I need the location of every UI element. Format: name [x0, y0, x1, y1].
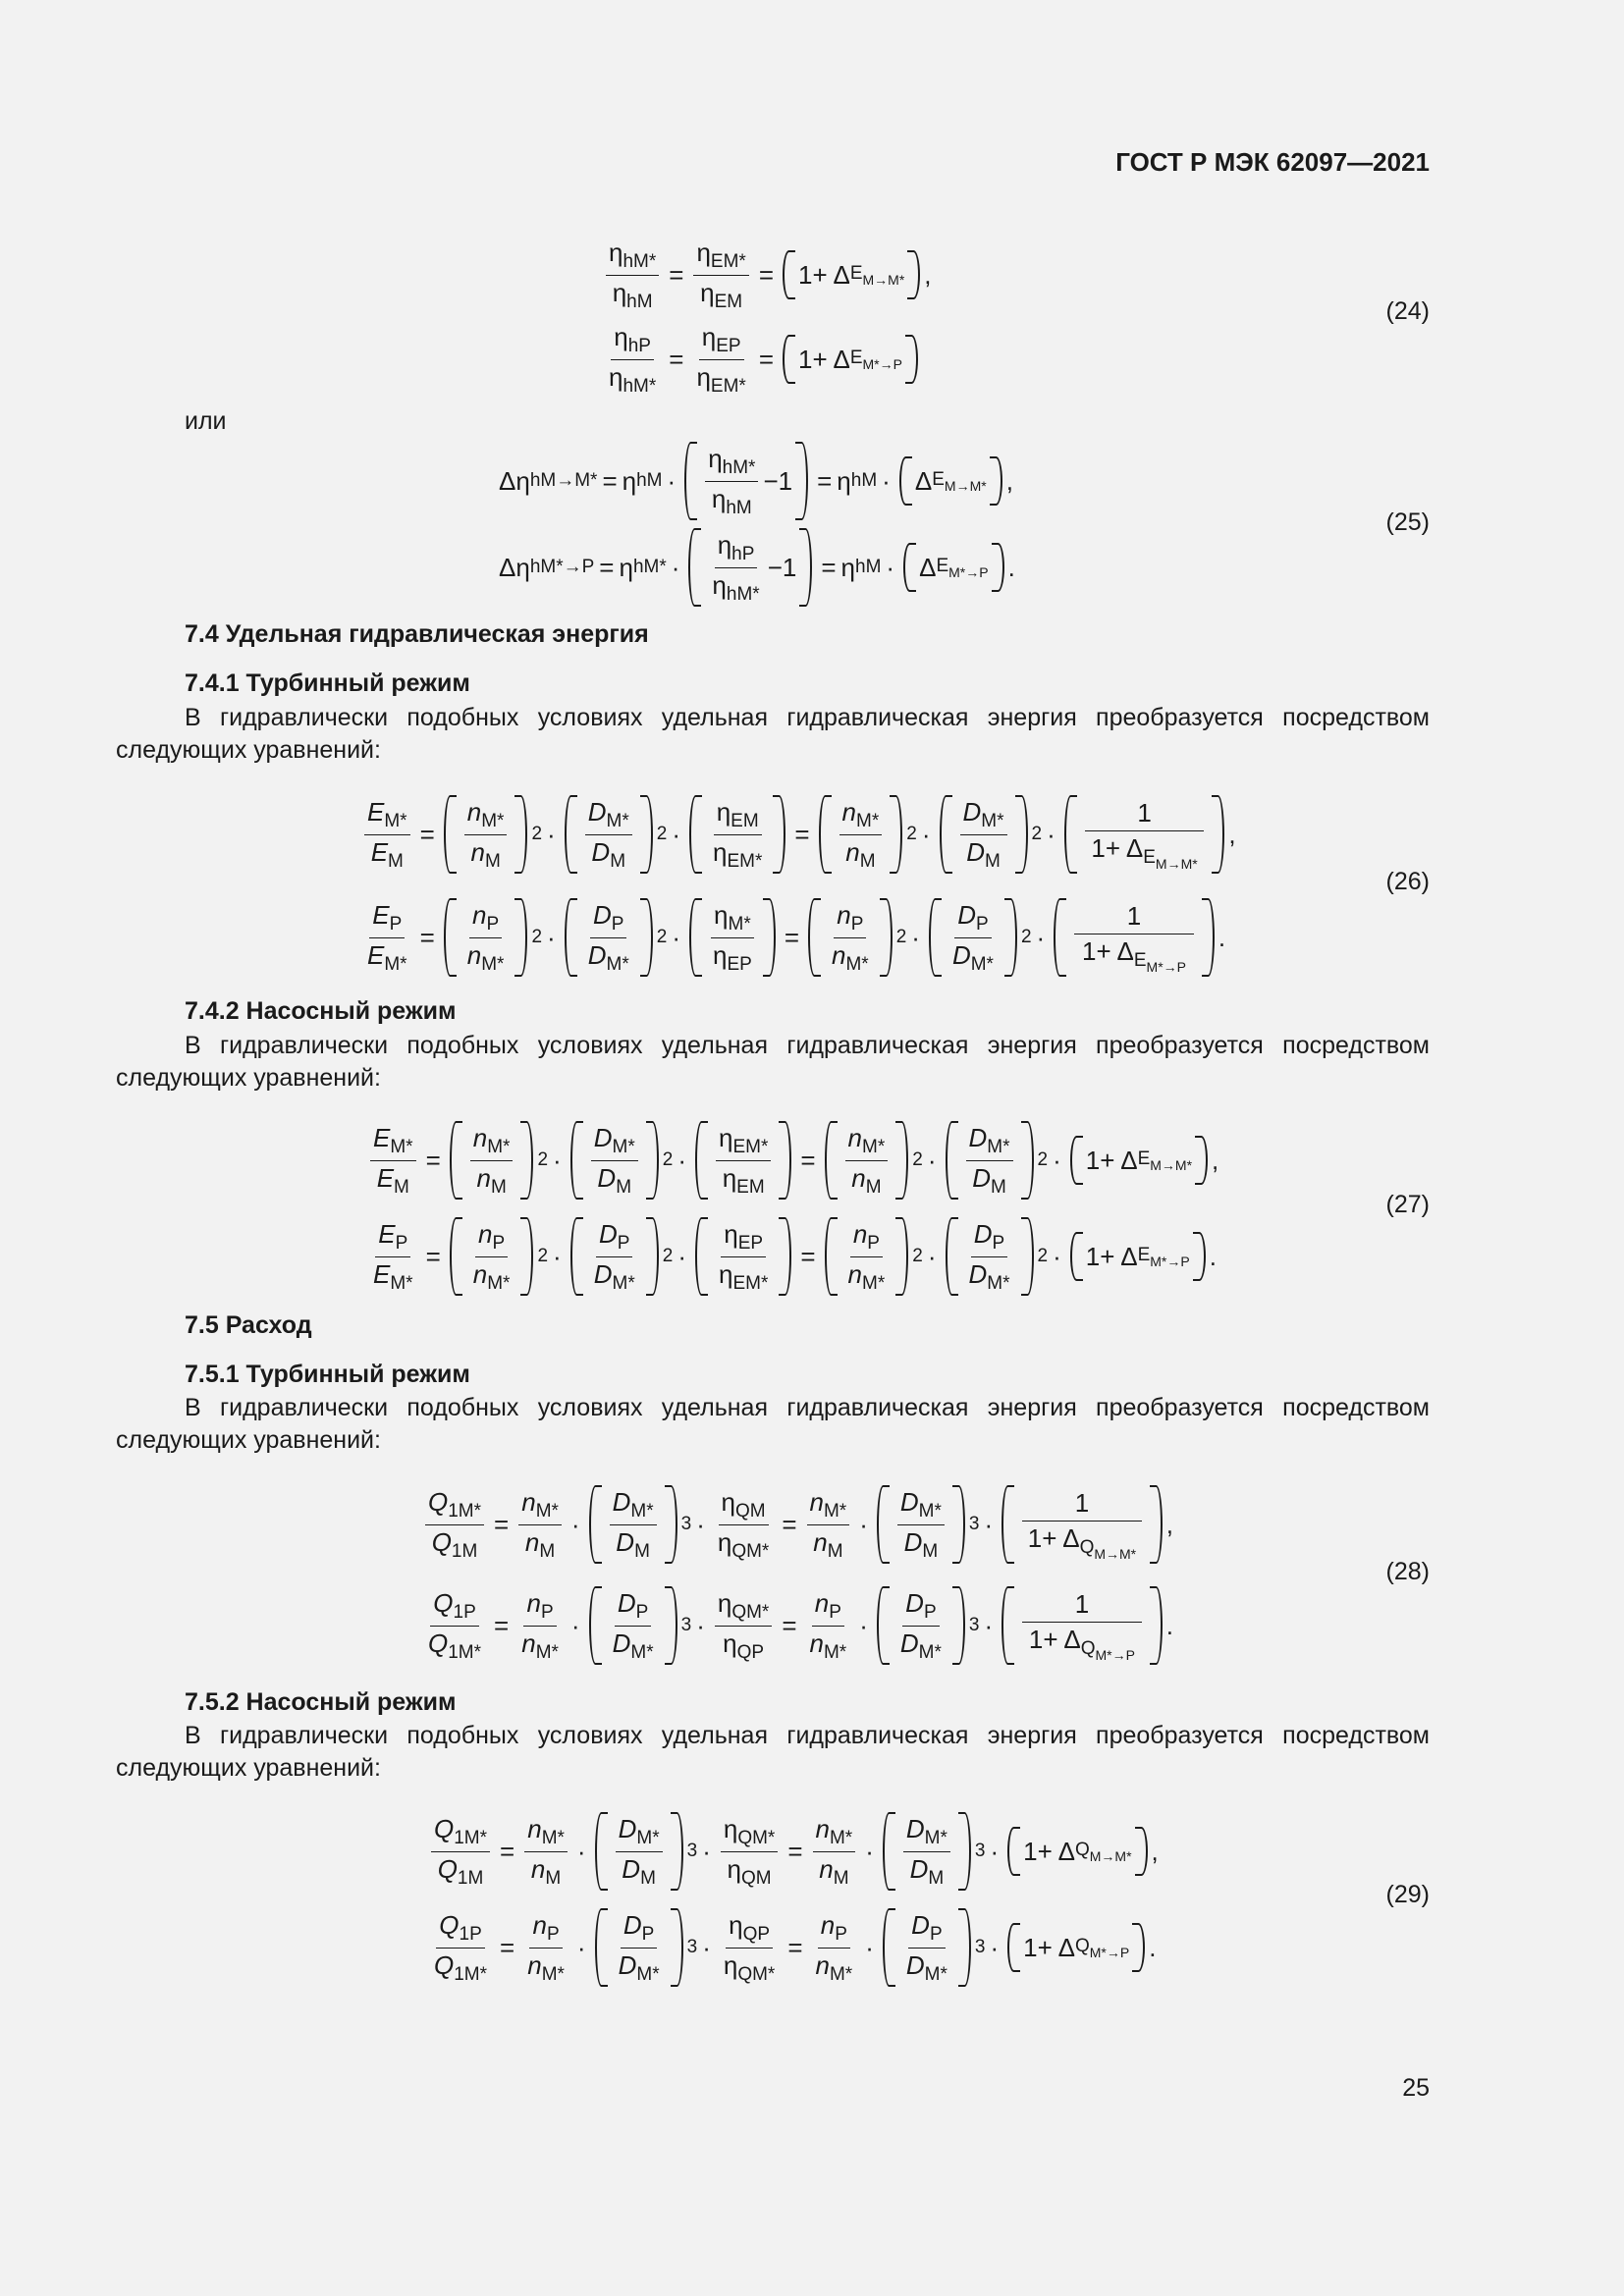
equation-number-24: (24) [1385, 297, 1430, 325]
paragraph-7-4-2: В гидравлически подобных условиях удельная гидравлическая энергия преобразуется посредством следующих уравнений: [116, 1032, 1430, 1092]
section-7-5-heading: 7.5 Расход [185, 1311, 312, 1339]
page-number: 25 [1402, 2074, 1430, 2102]
formula-24a: $\eta_{hM*}$ $\eta_{hM}$ = $\eta_{EM*}$ $\eta_{EM}$ = 1+ Δ $E_{M\to M*}$ , [601, 226, 932, 324]
equation-number-28: (28) [1385, 1558, 1430, 1585]
section-7-5-1-heading: 7.5.1 Турбинный режим [185, 1361, 470, 1388]
paragraph-7-5-2: В гидравлически подобных условиях удельная гидравлическая энергия преобразуется посредством следующих уравнений: [116, 1722, 1430, 1782]
formula-25b: Δη hM*→P = η hM* · $\eta_{hP}$ $\eta_{hM*}$ −1 = η hM · Δ $E_{M*\to P}$ . [499, 518, 1015, 616]
formula-28b: $\frac{Q_{1P}}{Q_{1M*}}$ = $\frac{n_P}{n_{M*}}$ · $D_P$ $D_{M*}$ 3 · $\eta_{QM*}$ $\eta_{QP}$ = $\frac{n_P}{n_{M*}}$ · $D_P$ $D_{M*}$ 3 · 1 $1+ \Delta_{Q_{M*\to P}}$ . [420, 1576, 1173, 1675]
formula-29a: $\frac{Q_{1M*}}{Q_{1M}}$ = $\frac{n_{M*}}{n_M}$ · $D_{M*}$ $D_M$ 3 · $\eta_{QM*}$ $\eta_{QM}$ = $\frac{n_{M*}}{n_M}$ · $D_{M*}$ $D_M$ 3 · 1+ Δ $Q_{M\to M*}$ , [426, 1802, 1159, 1900]
formula-26b: $\frac{E_P}{E_{M*}}$ = $n_P$ $n_{M*}$ 2 · $D_P$ $D_{M*}$ 2 · $\eta_{M*}$ $\eta_{EP}$ = $n_P$ $n_{M*}$ 2 · $D_P$ $D_{M*}$ 2 · 1 $1+ \Delta_{E_{M*\to P}}$ . [359, 888, 1225, 987]
equation-number-26: (26) [1385, 868, 1430, 895]
equation-number-29: (29) [1385, 1881, 1430, 1908]
formula-27a: $\frac{E_{M*}}{E_M}$ = $n_{M*}$ $n_M$ 2 · $D_{M*}$ $D_M$ 2 · $\eta_{EM*}$ $\eta_{EM}$ = $n_{M*}$ $n_M$ 2 · $D_{M*}$ $D_M$ 2 · 1+ Δ $E_{M\to M*}$ , [365, 1111, 1218, 1209]
document-header: ГОСТ Р МЭК 62097—2021 [1115, 147, 1430, 177]
section-7-5-2-heading: 7.5.2 Насосный режим [185, 1688, 457, 1716]
formula-29b: $\frac{Q_{1P}}{Q_{1M*}}$ = $\frac{n_P}{n_{M*}}$ · $D_P$ $D_{M*}$ 3 · $\eta_{QP}$ $\eta_{QM*}$ = $\frac{n_P}{n_{M*}}$ · $D_P$ $D_{M*}$ 3 · 1+ Δ $Q_{M*\to P}$ . [426, 1898, 1156, 1997]
formula-28a: $\frac{Q_{1M*}}{Q_{1M}}$ = $\frac{n_{M*}}{n_M}$ · $D_{M*}$ $D_M$ 3 · $\eta_{QM}$ $\eta_{QM*}$ = $\frac{n_{M*}}{n_M}$ · $D_{M*}$ $D_M$ 3 · 1 $1+ \Delta_{Q_{M\to M*}}$ , [420, 1475, 1173, 1574]
formula-27b: $\frac{E_P}{E_{M*}}$ = $n_P$ $n_{M*}$ 2 · $D_P$ $D_{M*}$ 2 · $\eta_{EP}$ $\eta_{EM*}$ = $n_P$ $n_{M*}$ 2 · $D_P$ $D_{M*}$ 2 · 1+ Δ $E_{M*\to P}$ . [365, 1207, 1217, 1306]
formula-24b: $\eta_{hP}$ $\eta_{hM*}$ = $\eta_{EP}$ $\eta_{EM*}$ = 1+ Δ $E_{M*\to P}$ [601, 310, 922, 408]
section-7-4-heading: 7.4 Удельная гидравлическая энергия [185, 620, 649, 648]
section-7-4-2-heading: 7.4.2 Насосный режим [185, 997, 457, 1025]
section-7-4-1-heading: 7.4.1 Турбинный режим [185, 669, 470, 697]
formula-26a: $\frac{E_{M*}}{E_M}$ = $n_{M*}$ $n_M$ 2 · $D_{M*}$ $D_M$ 2 · $\eta_{EM}$ $\eta_{EM*}$ = $n_{M*}$ $n_M$ 2 · $D_{M*}$ $D_M$ 2 · 1 $1+ \Delta_{E_{M\to M*}}$ , [359, 785, 1236, 883]
paragraph-7-5-1: В гидравлически подобных условиях удельная гидравлическая энергия преобразуется посредством следующих уравнений: [116, 1394, 1430, 1454]
equation-number-25: (25) [1385, 508, 1430, 536]
formula-25a: Δη hM→M* = η hM · $\eta_{hM*}$ $\eta_{hM}$ −1 = η hM · Δ $E_{M\to M*}$ , [499, 432, 1013, 530]
paragraph-7-4-1: В гидравлически подобных условиях удельная гидравлическая энергия преобразуется посредством следующих уравнений: [116, 704, 1430, 764]
or-text: или [185, 407, 227, 435]
equation-number-27: (27) [1385, 1191, 1430, 1218]
